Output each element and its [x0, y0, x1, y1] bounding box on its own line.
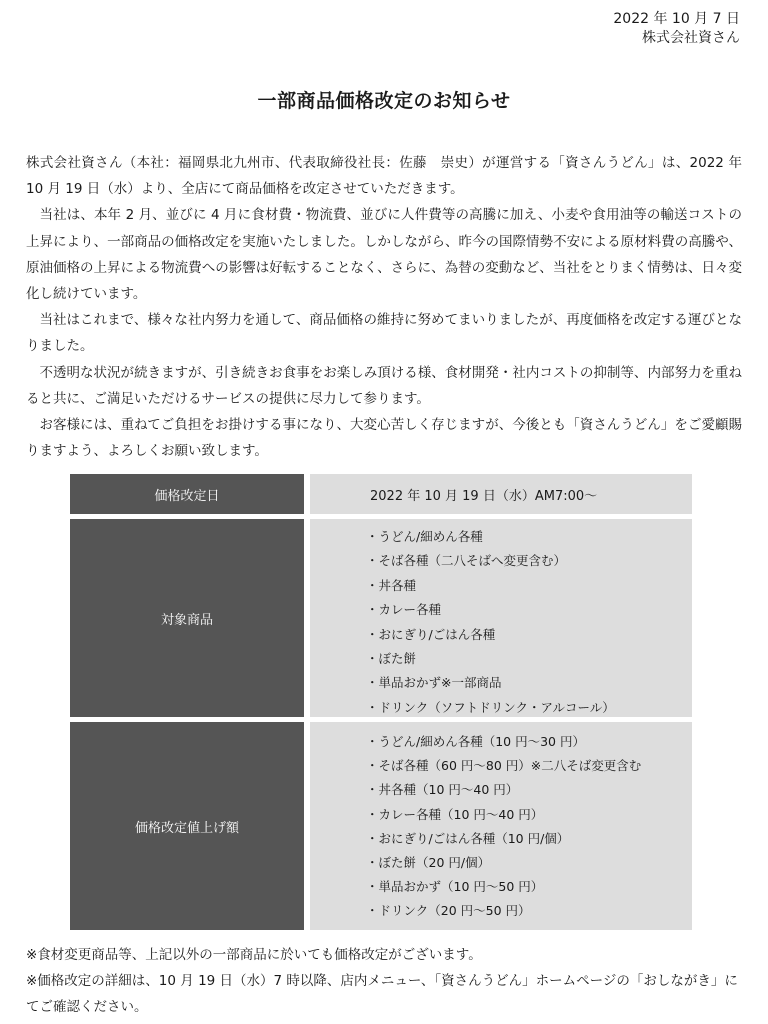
list-item: ・うどん/細めん各種	[366, 529, 483, 544]
list-item: ・うどん/細めん各種（10 円～30 円）	[366, 734, 585, 749]
increases-cell	[310, 722, 692, 930]
paragraph: 不透明な状況が続きますが、引き続きお食事をお楽しみ頂ける様、食材開発・社内コストの抑制等、内部努力を重ねると共に、ご満足いただけるサービスの提供に尽力して参ります。	[26, 364, 742, 407]
document-title: 一部商品価格改定のお知らせ	[257, 90, 511, 112]
header-meta	[613, 10, 740, 48]
footnotes	[26, 942, 742, 1020]
paragraph: お客様には、重ねてご負担をお掛けする事になり、大変心苦しく存じますが、今後とも「資さんうどん」をご愛顧賜りますよう、よろしくお願い致します。	[26, 417, 742, 460]
footnote: ※食材変更商品等、上記以外の一部商品に於いても価格改定がございます。	[26, 947, 482, 963]
list-item: ・そば各種（二八そばへ変更含む）	[366, 553, 567, 569]
increases-list	[310, 722, 692, 924]
list-item: ・おにぎり/ごはん各種（10 円/個）	[366, 830, 570, 846]
list-item: ・そば各種（60 円～80 円）※二八そば変更含む	[366, 758, 642, 774]
list-item: ・単品おかず※一部商品	[366, 675, 502, 691]
products-list	[310, 519, 692, 720]
list-item: ・カレー各種（10 円～40 円）	[366, 806, 544, 822]
document-date: 2022 年 10 月 7 日	[613, 11, 740, 27]
table-row-products	[70, 519, 692, 717]
list-item: ・ドリンク（20 円～50 円）	[366, 903, 531, 919]
company-name: 株式会社資さん	[642, 30, 740, 46]
list-item: ・カレー各種	[366, 602, 442, 618]
list-item: ・単品おかず（10 円～50 円）	[366, 879, 544, 895]
paragraph: 当社は、本年 2 月、並びに 4 月に食材費・物流費、並びに人件費等の高騰に加え、小麦や食用油等の輸送コストの上昇により、一部商品の価格改定を実施いたしました。しかしながら、昨今の国際情勢不安による原材料費の高騰や、原油価格の上昇による物流費への影響は好転することなく、さらに、為替の変動など、当社をとりまく情勢は、日々変化し続けています。	[26, 207, 742, 303]
products-cell	[310, 519, 692, 717]
list-item: ・丼各種	[366, 577, 417, 593]
footnote: ※価格改定の詳細は、10 月 19 日（水）7 時以降、店内メニュー、「資さんうどん」ホームページの「おしながき」にてご確認ください。	[26, 973, 738, 1015]
date-value: 2022 年 10 月 19 日（水）AM7:00～	[310, 474, 692, 514]
products-label: 対象商品	[70, 519, 304, 717]
body-text	[26, 150, 742, 464]
list-item: ・ドリンク（ソフトドリンク・アルコール）	[366, 699, 615, 715]
list-item: ・ぼた餅	[366, 651, 417, 667]
paragraph: 当社はこれまで、様々な社内努力を通して、商品価格の維持に努めてまいりましたが、再度価格を改定する運びとなりました。	[26, 312, 742, 355]
table-row-date	[70, 474, 692, 514]
date-label: 価格改定日	[70, 474, 304, 514]
list-item: ・おにぎり/ごはん各種	[366, 626, 496, 642]
increase-label: 価格改定値上げ額	[70, 722, 304, 930]
table-row-increases	[70, 722, 692, 930]
list-item: ・丼各種（10 円～40 円）	[366, 782, 519, 798]
paragraph: 株式会社資さん（本社：福岡県北九州市、代表取締役社長：佐藤 崇史）が運営する「資さんうどん」は、2022 年 10 月 19 日（水）より、全店にて商品価格を改定させていただきます。	[26, 155, 742, 198]
list-item: ・ぼた餅（20 円/個）	[366, 855, 491, 871]
